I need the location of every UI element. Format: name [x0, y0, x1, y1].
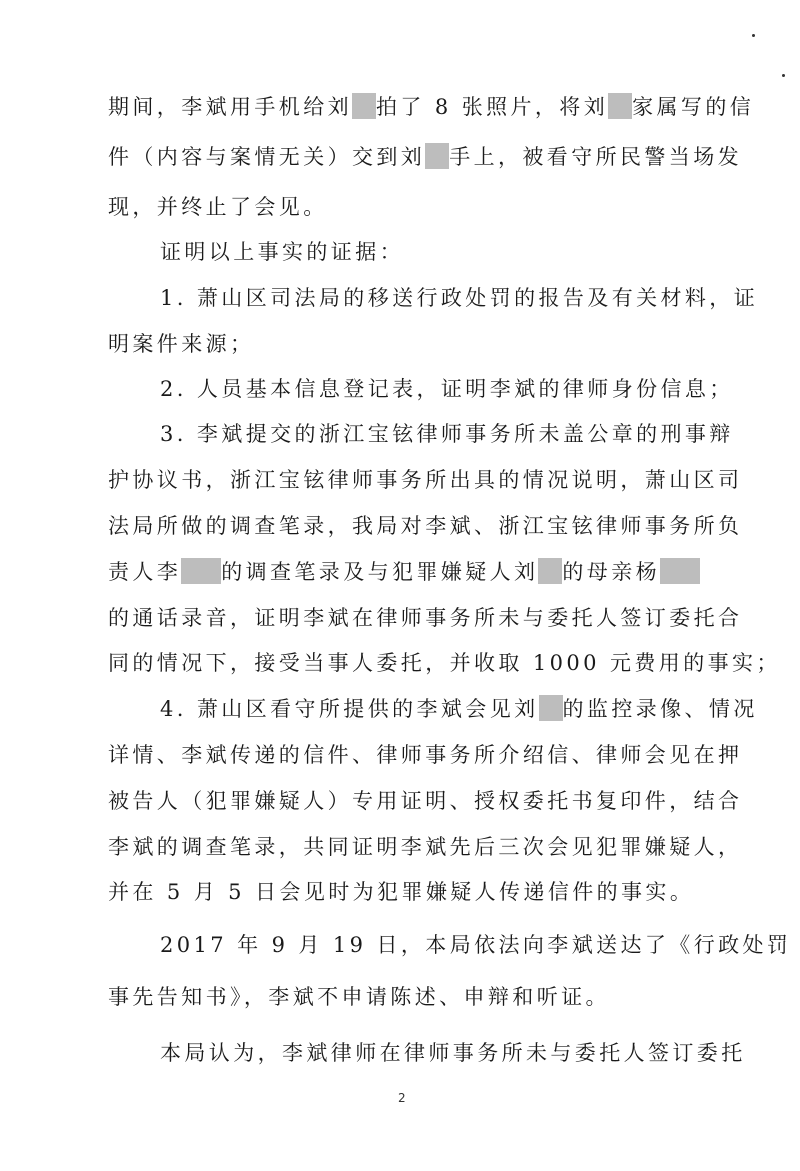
text-line: 并在 5 月 5 日会见时为犯罪嫌疑人传递信件的事实。: [108, 880, 695, 904]
text-line: 本局认为，李斌律师在律师事务所未与委托人签订委托: [160, 1041, 746, 1065]
text-line: 的通话录音，证明李斌在律师事务所未与委托人签订委托合: [108, 606, 743, 630]
text-line: 2. 人员基本信息登记表，证明李斌的律师身份信息；: [160, 377, 734, 401]
scan-speck: [752, 34, 755, 37]
redacted-name: [538, 558, 562, 584]
text-line: 法局所做的调查笔录，我局对李斌、浙江宝铉律师事务所负: [108, 514, 743, 538]
text-line: 4. 萧山区看守所提供的李斌会见刘 的监控录像、情况: [160, 697, 758, 721]
scan-speck: [782, 74, 785, 77]
text-line: 责人李 的调查笔录及与犯罪嫌疑人刘 的母亲杨: [108, 557, 700, 587]
text-line: 护协议书，浙江宝铉律师事务所出具的情况说明，萧山区司: [108, 468, 743, 492]
text-line: 明案件来源；: [108, 332, 255, 356]
text-line: 同的情况下，接受当事人委托，并收取 1000 元费用的事实；: [108, 651, 781, 675]
redacted-name: [425, 143, 449, 169]
redacted-name: [181, 558, 221, 584]
redacted-name: [352, 93, 376, 119]
redacted-name: [660, 558, 700, 584]
text-line: 事先告知书》，李斌不申请陈述、申辩和听证。: [108, 985, 610, 1009]
redacted-name: [608, 93, 632, 119]
text-line: 现，并终止了会见。: [108, 195, 328, 219]
text-line: 证明以上事实的证据：: [160, 240, 404, 264]
page-number: 2: [398, 1091, 406, 1105]
text-line: 被告人（犯罪嫌疑人）专用证明、授权委托书复印件，结合: [108, 789, 743, 813]
text-line: 期间，李斌用手机给刘 拍了 8 张照片，将刘 家属写的信: [108, 95, 755, 119]
text-line: 2017 年 9 月 19 日，本局依法向李斌送达了《行政处罚: [160, 933, 792, 957]
text-line: 李斌的调查笔录，共同证明李斌先后三次会见犯罪嫌疑人，: [108, 835, 743, 859]
text-line: 3. 李斌提交的浙江宝铉律师事务所未盖公章的刑事辩: [160, 422, 734, 446]
redacted-name: [539, 695, 563, 721]
text-line: 件（内容与案情无关）交到刘 手上，被看守所民警当场发: [108, 145, 743, 169]
text-line: 详情、李斌传递的信件、律师事务所介绍信、律师会见在押: [108, 743, 743, 767]
text-line: 1. 萧山区司法局的移送行政处罚的报告及有关材料，证: [160, 286, 759, 310]
